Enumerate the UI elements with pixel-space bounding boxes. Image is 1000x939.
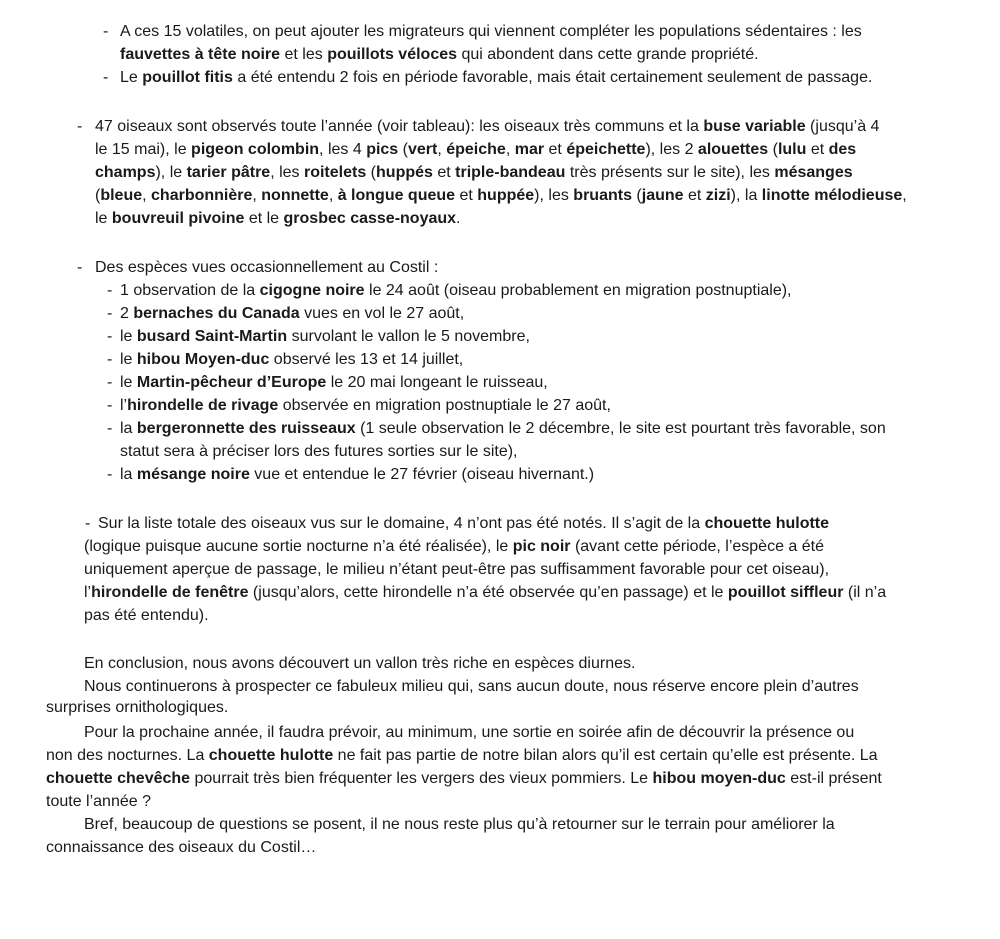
list-dash: -: [103, 69, 109, 86]
bold-species-name: charbonnière: [151, 187, 253, 204]
text-run: le 24 août (oiseau probablement en migration postnuptiale),: [364, 282, 792, 299]
bold-species-name: alouettes: [697, 141, 769, 158]
text-line: A ces 15 volatiles, on peut ajouter les migrateurs qui viennent compléter les populations sédentaires : les: [120, 23, 862, 40]
text-run: (il n’a: [843, 584, 887, 601]
text-run: (avant cette période, l’espèce a été: [570, 538, 824, 555]
text-run: (logique puisque aucune sortie nocturne n’a été réalisée), le: [84, 538, 513, 555]
bold-species-name: pigeon colombin: [191, 141, 320, 158]
list-dash: -: [107, 420, 113, 437]
text-line: [98, 512, 829, 535]
bold-species-name: pics: [366, 141, 399, 158]
list-dash: -: [107, 305, 113, 322]
bold-species-name: bouvreuil pivoine: [111, 210, 245, 227]
text-run: Sur la liste totale des oiseaux vus sur le domaine, 4 n’ont pas été notés. Il s’agit de la: [98, 515, 705, 532]
bold-species-name: chouette hulotte: [208, 747, 334, 764]
text-run: (: [631, 187, 642, 204]
list-item: [120, 371, 548, 394]
text-run: ,: [142, 187, 152, 204]
list-dash: -: [107, 328, 113, 345]
list-dash: -: [107, 282, 113, 299]
text-run: et: [455, 187, 478, 204]
list-dash: -: [107, 397, 113, 414]
text-run: (jusqu’alors, cette hirondelle n’a été observée qu’en passage) et le: [248, 584, 728, 601]
bold-species-name: pic noir: [512, 538, 571, 555]
bold-species-name: buse variable: [703, 118, 806, 135]
bold-species-name: linotte mélodieuse: [761, 187, 903, 204]
bold-species-name: huppés: [376, 164, 433, 181]
text-run: le: [95, 210, 112, 227]
text-run: le: [120, 351, 137, 368]
list-item: [120, 394, 611, 417]
text-line: uniquement aperçue de passage, le milieu n’étant peut-être pas suffisamment favorable pour cet oiseau),: [84, 561, 830, 578]
text-run: (: [366, 164, 377, 181]
text-run: et: [544, 141, 567, 158]
bold-species-name: chouette hulotte: [704, 515, 830, 532]
text-run: (: [768, 141, 778, 158]
section-heading: Des espèces vues occasionnellement au Costil :: [95, 259, 439, 276]
text-line: [95, 161, 853, 184]
text-run: survolant le vallon le 5 novembre,: [287, 328, 530, 345]
list-dash: -: [107, 351, 113, 368]
text-run: et le: [244, 210, 284, 227]
text-run: et: [432, 164, 456, 181]
text-run: 47 oiseaux sont observés toute l’année (voir tableau): les oiseaux très communs et la: [95, 118, 704, 135]
text-run: , les: [270, 164, 304, 181]
bold-species-name: jaune: [641, 187, 684, 204]
bold-species-name: mar: [514, 141, 545, 158]
text-line: pas été entendu).: [84, 607, 209, 624]
text-run: ,: [437, 141, 447, 158]
list-dash: -: [77, 118, 83, 135]
text-line: [95, 207, 461, 230]
text-run: (: [398, 141, 408, 158]
text-run: la: [120, 466, 137, 483]
text-run: non des nocturnes. La: [46, 747, 209, 764]
bold-species-name: épeiche: [446, 141, 506, 158]
text-line: [95, 115, 879, 138]
list-item: [120, 348, 463, 371]
bold-species-name: fauvettes à tête noire: [120, 46, 281, 63]
list-dash: -: [107, 466, 113, 483]
text-line: [95, 184, 907, 207]
text-line: [84, 535, 824, 558]
text-run: 1 observation de la: [120, 282, 260, 299]
bold-species-name: bergeronnette des ruisseaux: [136, 420, 356, 437]
list-dash: -: [85, 515, 91, 532]
bold-species-name: huppée: [477, 187, 535, 204]
conclusion-paragraph: [46, 744, 878, 767]
text-run: vue et entendue le 27 février (oiseau hivernant.): [249, 466, 595, 483]
text-run: (: [95, 187, 101, 204]
list-item-continuation: statut sera à préciser lors des futures sorties sur le site),: [120, 443, 518, 460]
bold-species-name: hirondelle de rivage: [127, 397, 279, 414]
bold-species-name: busard Saint-Martin: [136, 328, 288, 345]
text-run: est-il présent: [785, 770, 882, 787]
text-run: l’: [84, 584, 92, 601]
conclusion-paragraph: Pour la prochaine année, il faudra prévoir, au minimum, une sortie en soirée afin de découvrir la présence ou: [84, 724, 855, 741]
conclusion-paragraph: toute l’année ?: [46, 793, 151, 810]
bold-species-name: bruants: [573, 187, 632, 204]
text-run: ), les 2: [645, 141, 698, 158]
text-run: et les: [280, 46, 328, 63]
bold-species-name: hirondelle de fenêtre: [91, 584, 249, 601]
bold-species-name: zizi: [705, 187, 731, 204]
text-run: .: [456, 210, 461, 227]
text-run: ,: [252, 187, 262, 204]
bold-species-name: pouillot siffleur: [727, 584, 844, 601]
text-run: et: [806, 141, 829, 158]
text-run: ,: [328, 187, 338, 204]
bold-species-name: grosbec casse-noyaux: [283, 210, 457, 227]
text-line: [120, 66, 872, 89]
bold-species-name: Martin-pêcheur d’Europe: [136, 374, 327, 391]
list-item: [120, 463, 594, 486]
text-run: observée en migration postnuptiale le 27 août,: [278, 397, 611, 414]
bold-species-name: chouette chevêche: [46, 770, 191, 787]
bold-species-name: mésange noire: [136, 466, 250, 483]
text-run: l’: [120, 397, 128, 414]
text-run: le 20 mai longeant le ruisseau,: [326, 374, 548, 391]
bold-species-name: mésanges: [774, 164, 853, 181]
list-dash: -: [103, 23, 109, 40]
bold-species-name: pouillots véloces: [327, 46, 458, 63]
bold-species-name: hibou Moyen-duc: [136, 351, 270, 368]
text-run: vues en vol le 27 août,: [299, 305, 465, 322]
bold-species-name: bleue: [100, 187, 143, 204]
text-run: le 15 mai), le: [95, 141, 192, 158]
bold-species-name: vert: [407, 141, 438, 158]
text-run: pourrait très bien fréquenter les vergers des vieux pommiers. Le: [190, 770, 653, 787]
conclusion-paragraph: [46, 767, 882, 790]
text-line: [95, 138, 856, 161]
list-dash: -: [77, 259, 83, 276]
text-run: ,: [505, 141, 515, 158]
text-run: ), le: [155, 164, 187, 181]
bold-species-name: triple-bandeau: [455, 164, 566, 181]
text-run: très présents sur le site), les: [565, 164, 775, 181]
text-run: (jusqu’à 4: [805, 118, 880, 135]
list-dash: -: [107, 374, 113, 391]
text-run: Le: [120, 69, 143, 86]
list-item: [120, 279, 792, 302]
list-item: [120, 417, 886, 440]
bold-species-name: épeichette: [566, 141, 646, 158]
text-line: [120, 43, 759, 66]
bold-species-name: à longue queue: [337, 187, 456, 204]
text-run: qui abondent dans cette grande propriété.: [457, 46, 759, 63]
text-run: observé les 13 et 14 juillet,: [269, 351, 464, 368]
bold-species-name: des: [828, 141, 857, 158]
bold-species-name: champs: [95, 164, 156, 181]
text-run: ), la: [730, 187, 762, 204]
bold-species-name: cigogne noire: [259, 282, 365, 299]
text-run: (1 seule observation le 2 décembre, le site est pourtant très favorable, son: [355, 420, 886, 437]
text-run: ), les: [534, 187, 574, 204]
text-run: ,: [902, 187, 907, 204]
list-item: [120, 302, 464, 325]
text-run: ne fait pas partie de notre bilan alors qu’il est certain qu’elle est présente. La: [333, 747, 878, 764]
text-run: la: [120, 420, 137, 437]
text-run: 2: [120, 305, 134, 322]
bold-species-name: bernaches du Canada: [133, 305, 300, 322]
text-run: et: [683, 187, 706, 204]
bold-species-name: pouillot fitis: [142, 69, 233, 86]
text-run: , les 4: [319, 141, 367, 158]
bold-species-name: lulu: [777, 141, 807, 158]
conclusion-paragraph: surprises ornithologiques.: [46, 699, 229, 716]
text-run: a été entendu 2 fois en période favorable, mais était certainement seulement de passage.: [232, 69, 873, 86]
bold-species-name: roitelets: [303, 164, 367, 181]
text-run: le: [120, 328, 137, 345]
bold-species-name: hibou moyen-duc: [652, 770, 786, 787]
bold-species-name: nonnette: [261, 187, 329, 204]
conclusion-paragraph: connaissance des oiseaux du Costil…: [46, 839, 317, 856]
text-run: le: [120, 374, 137, 391]
text-line: [84, 581, 886, 604]
bold-species-name: tarier pâtre: [186, 164, 271, 181]
conclusion-paragraph: En conclusion, nous avons découvert un vallon très riche en espèces diurnes.: [84, 655, 636, 672]
list-item: [120, 325, 530, 348]
conclusion-paragraph: Nous continuerons à prospecter ce fabuleux milieu qui, sans aucun doute, nous réserve encore plein d’autres: [84, 678, 859, 695]
conclusion-paragraph: Bref, beaucoup de questions se posent, il ne nous reste plus qu’à retourner sur le terrain pour améliorer la: [84, 816, 835, 833]
